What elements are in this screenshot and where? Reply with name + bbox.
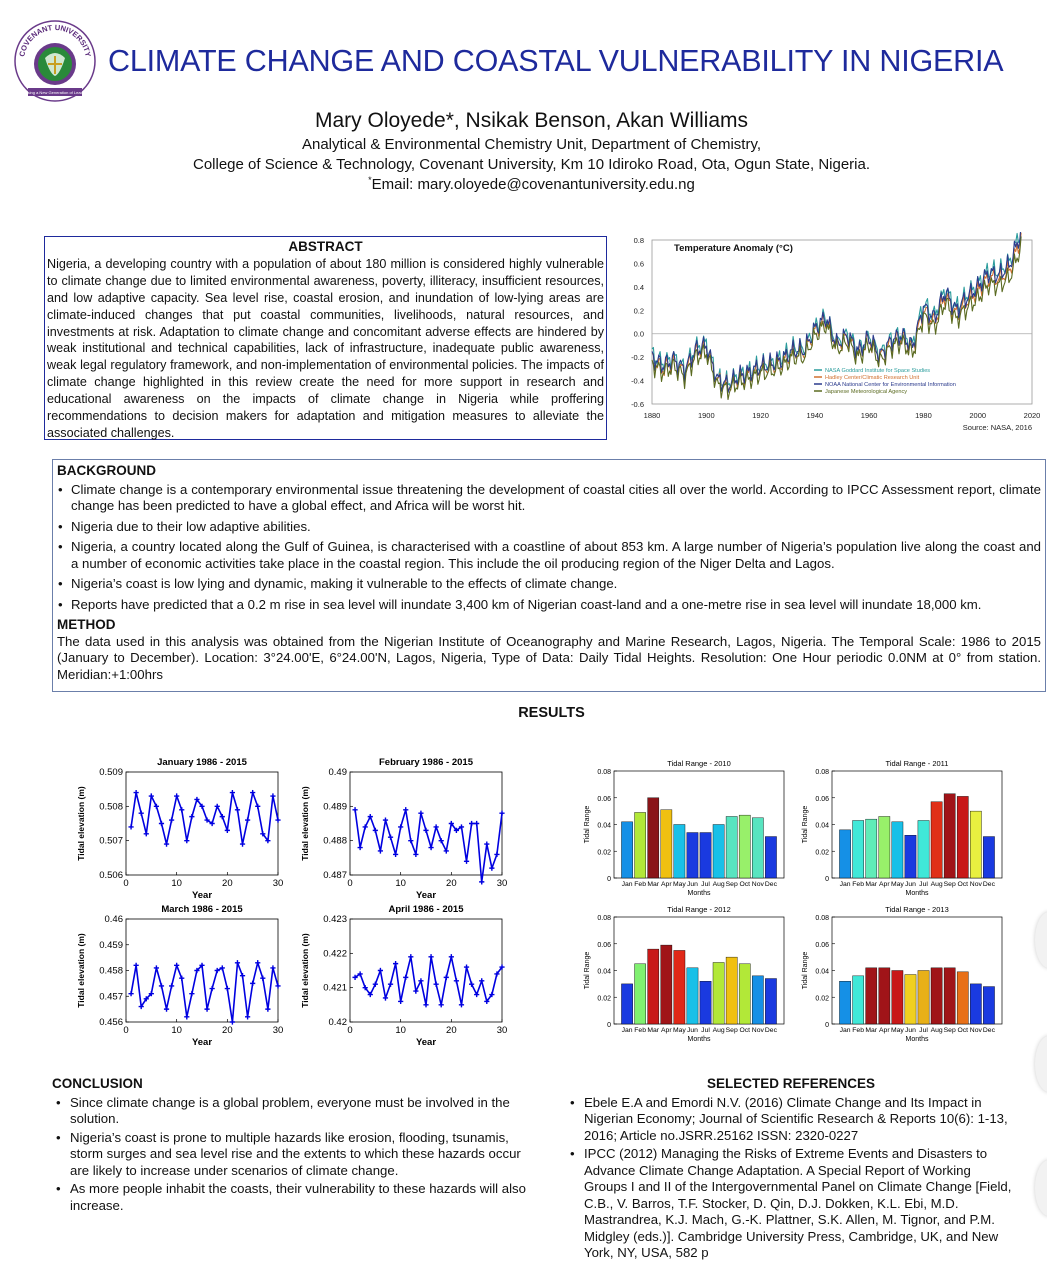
conclusion-item: • As more people inhabit the coasts, their vulnerability to these hazards will also increase. bbox=[70, 1181, 542, 1214]
y-tick-label: 0.04 bbox=[597, 968, 611, 976]
bar bbox=[713, 825, 724, 879]
y-tick-label: 0.487 bbox=[323, 870, 347, 881]
x-tick-label: 20 bbox=[446, 1025, 457, 1036]
y-tick-label: 0 bbox=[607, 876, 611, 883]
x-tick-label: Dec bbox=[764, 881, 777, 888]
x-tick-label: May bbox=[890, 1027, 904, 1034]
y-tick-label: 0.489 bbox=[323, 801, 347, 813]
x-tick-label: Mar bbox=[647, 1027, 660, 1034]
y-tick-label: 0.42 bbox=[328, 1017, 347, 1028]
april-tidal-chart bbox=[292, 899, 514, 1051]
authors: Mary Oloyede*, Nsikak Benson, Akan Williams bbox=[315, 109, 748, 132]
chart-title: Tidal Range - 2011 bbox=[885, 759, 949, 768]
abstract-box bbox=[44, 236, 607, 440]
bar bbox=[866, 819, 877, 878]
x-tick-label: Oct bbox=[739, 1027, 751, 1034]
bar bbox=[752, 976, 763, 1024]
march-tidal-chart bbox=[68, 899, 290, 1051]
x-tick-label: Jun bbox=[686, 1027, 698, 1034]
conclusion-list bbox=[52, 1095, 542, 1215]
y-tick-label: 0.02 bbox=[815, 995, 829, 1003]
x-tick-label: Nov bbox=[751, 881, 764, 888]
bar bbox=[621, 984, 632, 1024]
y-tick-label: 0.04 bbox=[815, 822, 829, 830]
abstract-text: Nigeria, a developing country with a population of about 180 million is considered highly vulnerable to climate change due to limited environmental awareness, poverty, illiteracy, insufficient resources, and low adaptive capacity. Sea level rise, coastal erosion, and inundation of low-lying areas are climate-induced changes that put coastal communities, livelihoods, natural resources, and investments at risk. Adaptation to climate change and concomitant adverse effects are hindered by weak institutional and technical capabilities, lack of infrastructure, inadequate public awareness, weak legal regulatory framework, and non-implementation of environmental policies. The impacts of climate change highlighted in this review create the need for more support in research and educational awareness on the impacts of climate change in Nigeria while proffering recommendations to decision makers for adaptation and mitigation measures to alleviate the associated challenges. bbox=[47, 256, 604, 440]
x-tick-label: 1920 bbox=[752, 411, 769, 420]
chart-title: March 1986 - 2015 bbox=[161, 904, 243, 915]
email-line bbox=[0, 175, 1047, 193]
x-tick-label: 20 bbox=[446, 878, 457, 889]
y-tick-label: 0 bbox=[825, 1022, 829, 1029]
y-tick-label: 0.6 bbox=[633, 259, 644, 269]
x-tick-label: Jun bbox=[904, 881, 916, 888]
bar bbox=[674, 825, 685, 879]
bar bbox=[892, 822, 903, 878]
x-tick-label: Sep bbox=[725, 881, 738, 888]
bar bbox=[765, 837, 776, 878]
x-axis-label: Months bbox=[905, 1036, 929, 1043]
y-axis-label: Tidal elevation (m) bbox=[300, 933, 310, 1008]
abstract-heading: ABSTRACT bbox=[288, 239, 363, 254]
y-axis-label: Tidal Range bbox=[584, 951, 591, 990]
y-tick-label: 0.2 bbox=[633, 306, 644, 316]
x-tick-label: Nov bbox=[969, 881, 982, 888]
bar bbox=[957, 972, 968, 1024]
y-tick-label: 0.0 bbox=[633, 329, 644, 339]
bar bbox=[839, 981, 850, 1024]
chart-title: Tidal Range - 2010 bbox=[667, 759, 731, 768]
bar bbox=[892, 971, 903, 1025]
conclusion-heading: CONCLUSION bbox=[52, 1076, 143, 1091]
conclusion-item: • Nigeria’s coast is prone to multiple hazards like erosion, flooding, tsunamis, storm surges and sea level rise and the extents to which these hazards occur are likely to increase under scenarios of climate change. bbox=[70, 1130, 542, 1180]
x-tick-label: Jun bbox=[904, 1027, 916, 1034]
y-tick-label: 0.02 bbox=[597, 995, 611, 1003]
references-section bbox=[566, 1076, 1016, 1264]
x-tick-label: 20 bbox=[222, 878, 233, 889]
poster-title: CLIMATE CHANGE AND COASTAL VULNERABILITY IN NIGERIA bbox=[108, 44, 1004, 78]
reference-item: • IPCC (2012) Managing the Risks of Extreme Events and Disasters to Advance Climate Change Adaptation. A Special Report of Working Groups I and II of the Intergovernmental Panel on Climate Change [Field, C.B., V. Barros, T.F. Stocker, D. Qin, D.J. Dokken, K.L. Ebi, M.D. Mastrandrea, K.J. Mach, G.-K. Plattner, S.K. Allen, M. Tignor, and P.M. Midgley (eds.)]. Cambridge University Press, Cambridge, UK, and New York, NY, USA, 582 p bbox=[584, 1146, 1016, 1262]
x-tick-label: Oct bbox=[739, 881, 751, 888]
bar bbox=[739, 964, 750, 1024]
bar bbox=[905, 835, 916, 878]
bar bbox=[853, 820, 864, 878]
x-axis-label: Year bbox=[415, 1037, 437, 1048]
bar bbox=[918, 820, 929, 878]
chart-title: Tidal Range - 2013 bbox=[885, 905, 949, 914]
y-tick-label: 0.49 bbox=[328, 767, 347, 778]
bar bbox=[687, 968, 698, 1024]
x-tick-label: May bbox=[890, 881, 904, 888]
results-heading: RESULTS bbox=[518, 705, 585, 721]
y-axis-label: Tidal elevation (m) bbox=[76, 933, 86, 1008]
legend-label: Japanese Meteorological Agency bbox=[825, 389, 908, 395]
y-tick-label: 0.08 bbox=[597, 915, 611, 922]
y-tick-label: 0.488 bbox=[323, 835, 347, 847]
bar bbox=[739, 815, 750, 878]
x-tick-label: 1940 bbox=[806, 411, 824, 420]
bar bbox=[621, 822, 632, 878]
tidal-range-2011-chart bbox=[796, 756, 1008, 902]
bar bbox=[957, 796, 968, 878]
bar bbox=[853, 976, 864, 1024]
x-tick-label: 10 bbox=[395, 1025, 406, 1036]
x-tick-label: 30 bbox=[272, 878, 284, 889]
background-method-box bbox=[52, 459, 1046, 692]
data-point bbox=[479, 879, 484, 884]
x-tick-label: Jan bbox=[621, 1027, 633, 1034]
university-logo bbox=[12, 18, 98, 104]
bar bbox=[944, 794, 955, 878]
y-tick-label: 0.04 bbox=[815, 968, 829, 976]
email: Email: mary.oloyede@covenantuniversity.edu.ng bbox=[371, 176, 695, 193]
y-tick-label: 0.421 bbox=[323, 982, 347, 994]
x-tick-label: 10 bbox=[395, 878, 406, 889]
y-axis-label: Tidal Range bbox=[802, 951, 809, 990]
bar bbox=[931, 802, 942, 878]
y-tick-label: 0.457 bbox=[99, 991, 123, 1003]
plot-area bbox=[126, 772, 278, 875]
y-tick-label: 0.04 bbox=[597, 822, 611, 830]
x-tick-label: 1980 bbox=[915, 411, 932, 420]
references-list bbox=[566, 1095, 1016, 1262]
x-tick-label: 0 bbox=[123, 1025, 129, 1036]
y-tick-label: 0.06 bbox=[597, 941, 611, 949]
x-tick-label: 30 bbox=[272, 1025, 284, 1036]
x-tick-label: Aug bbox=[712, 1027, 725, 1034]
x-tick-label: Feb bbox=[852, 881, 865, 888]
bar bbox=[713, 962, 724, 1024]
x-tick-label: 2020 bbox=[1023, 411, 1041, 420]
y-tick-label: 0.08 bbox=[815, 769, 829, 776]
x-tick-label: Apr bbox=[661, 881, 672, 888]
x-tick-label: May bbox=[672, 881, 686, 888]
x-tick-label: 1880 bbox=[643, 411, 661, 420]
x-tick-label: Jul bbox=[919, 1027, 928, 1034]
bar bbox=[700, 833, 711, 878]
bar bbox=[648, 949, 659, 1024]
bar bbox=[661, 945, 672, 1024]
edge-decoration bbox=[1035, 912, 1047, 968]
references-heading: SELECTED REFERENCES bbox=[706, 1076, 876, 1091]
y-tick-label: 0.422 bbox=[323, 948, 347, 960]
logo-motto: Raising a New Generation of Leaders bbox=[21, 90, 89, 95]
bar bbox=[635, 964, 646, 1024]
x-tick-label: Sep bbox=[725, 1027, 738, 1034]
bar bbox=[726, 957, 737, 1024]
x-tick-label: Oct bbox=[957, 1027, 969, 1034]
conclusion-section bbox=[52, 1076, 542, 1216]
y-tick-label: 0.456 bbox=[99, 1017, 123, 1028]
background-item: • Nigeria, a country located along the Gulf of Guinea, is characterised with a coastline of about 853 km. A large number of Nigeria’s population live along the coast and a number of economic activities take place in the coastal region. This include the oil producing region of the Niger Delta and Lagos. bbox=[71, 539, 1041, 572]
bar bbox=[648, 798, 659, 878]
x-tick-label: Aug bbox=[712, 881, 725, 888]
x-tick-label: 2000 bbox=[969, 411, 987, 420]
temperature-anomaly-chart bbox=[612, 232, 1042, 442]
tidal-range-2013-chart bbox=[796, 902, 1008, 1048]
bar bbox=[970, 811, 981, 878]
x-tick-label: May bbox=[672, 1027, 686, 1034]
edge-decoration bbox=[1035, 1036, 1047, 1092]
y-tick-label: 0.4 bbox=[633, 282, 644, 292]
bar bbox=[726, 816, 737, 878]
tidal-range-2010-chart bbox=[578, 756, 790, 902]
y-tick-label: 0.459 bbox=[99, 939, 123, 951]
chart-title: Temperature Anomaly (°C) bbox=[674, 243, 793, 254]
x-tick-label: 0 bbox=[347, 1025, 353, 1036]
x-tick-label: Aug bbox=[930, 1027, 943, 1034]
bar bbox=[765, 979, 776, 1024]
x-tick-label: 30 bbox=[496, 878, 508, 889]
x-tick-label: 0 bbox=[123, 878, 129, 889]
january-tidal-chart bbox=[68, 752, 290, 902]
bar bbox=[752, 818, 763, 878]
x-tick-label: Aug bbox=[930, 881, 943, 888]
reference-item: • Ebele E.A and Emordi N.V. (2016) Climate Change and Its Impact in Nigerian Economy; Journal of Scientific Research & Reports 10(6): 1-13, 2016; Article no.JSRR.25162 ISSN: 2320-0227 bbox=[584, 1095, 1016, 1145]
legend-label: NOAA National Center for Environmental Information bbox=[825, 382, 956, 388]
x-tick-label: Jul bbox=[919, 881, 928, 888]
bar bbox=[918, 971, 929, 1025]
bar bbox=[687, 833, 698, 878]
x-tick-label: 0 bbox=[347, 878, 353, 889]
y-tick-label: 0.8 bbox=[633, 236, 644, 245]
y-tick-label: 0.08 bbox=[815, 915, 829, 922]
x-tick-label: Mar bbox=[865, 1027, 878, 1034]
bar bbox=[839, 830, 850, 878]
y-tick-label: 0.06 bbox=[815, 941, 829, 949]
y-tick-label: -0.4 bbox=[631, 376, 644, 386]
chart-source: Source: NASA, 2016 bbox=[962, 423, 1032, 432]
x-tick-label: Apr bbox=[879, 1027, 890, 1034]
bar bbox=[866, 968, 877, 1024]
y-tick-label: 0.02 bbox=[815, 849, 829, 857]
background-item: • Nigeria’s coast is low lying and dynamic, making it vulnerable to the effects of climate change. bbox=[71, 576, 1041, 593]
bar bbox=[931, 968, 942, 1024]
x-tick-label: Jan bbox=[621, 881, 633, 888]
x-tick-label: Nov bbox=[969, 1027, 982, 1034]
x-tick-label: Jan bbox=[839, 1027, 851, 1034]
background-item: • Climate change is a contemporary environmental issue threatening the development of coastal cities all over the world. According to IPCC Assessment report, climate change has been predicted to have a global effect, and Africa will be worst hit. bbox=[71, 482, 1041, 515]
x-tick-label: Feb bbox=[634, 1027, 647, 1034]
y-tick-label: -0.6 bbox=[631, 400, 644, 409]
x-tick-label: 10 bbox=[171, 1025, 182, 1036]
y-tick-label: 0.02 bbox=[597, 849, 611, 857]
edge-decoration bbox=[1035, 1160, 1047, 1216]
x-tick-label: Mar bbox=[647, 881, 660, 888]
x-axis-label: Year bbox=[191, 1037, 213, 1048]
x-tick-label: Dec bbox=[764, 1027, 777, 1034]
y-tick-label: 0 bbox=[607, 1022, 611, 1029]
y-tick-label: 0.506 bbox=[99, 870, 123, 881]
bar bbox=[970, 984, 981, 1024]
background-item: • Reports have predicted that a 0.2 m rise in sea level will inundate 3,400 km of Nigerian coast-land and a one-metre rise in sea level will inundate 18,000 km. bbox=[71, 597, 1041, 614]
x-tick-label: Jul bbox=[701, 881, 710, 888]
x-tick-label: 20 bbox=[222, 1025, 233, 1036]
method-text: The data used in this analysis was obtained from the Nigerian Institute of Oceanography and Marine Research, Lagos, Nigeria. The Temporal Scale: 1986 to 2015 (January to December). Location: 3°24.00'E, 6°24.00'N, Lagos, Nigeria, Type of Data: Daily Tidal Heights. Resolution: One Hour periodic 0.0NM at 0° from station. Meridian:+1:00hrs bbox=[57, 633, 1041, 682]
x-axis-label: Months bbox=[687, 1036, 711, 1043]
legend-label: NASA Goddard Institute for Space Studies bbox=[825, 368, 931, 374]
bar bbox=[661, 810, 672, 878]
x-tick-label: Apr bbox=[879, 881, 890, 888]
february-tidal-chart bbox=[292, 752, 514, 902]
y-axis-label: Tidal elevation (m) bbox=[76, 786, 86, 861]
y-axis-label: Tidal elevation (m) bbox=[300, 786, 310, 861]
chart-title: Tidal Range - 2012 bbox=[667, 905, 731, 914]
x-tick-label: Sep bbox=[943, 881, 956, 888]
x-axis-label: Months bbox=[687, 890, 711, 897]
x-axis-label: Months bbox=[905, 890, 929, 897]
x-tick-label: Apr bbox=[661, 1027, 672, 1034]
y-tick-label: 0.508 bbox=[99, 801, 123, 813]
x-tick-label: Jan bbox=[839, 881, 851, 888]
x-tick-label: Mar bbox=[865, 881, 878, 888]
chart-title: January 1986 - 2015 bbox=[157, 757, 247, 768]
y-tick-label: 0.06 bbox=[815, 795, 829, 803]
y-tick-label: 0.46 bbox=[104, 914, 123, 925]
x-tick-label: Jul bbox=[701, 1027, 710, 1034]
y-axis-label: Tidal Range bbox=[802, 805, 809, 844]
affiliation-line-2: College of Science & Technology, Covenant University, Km 10 Idiroko Road, Ota, Ogun State, Nigeria. bbox=[192, 156, 871, 173]
x-tick-label: Dec bbox=[982, 1027, 995, 1034]
bar bbox=[983, 987, 994, 1024]
y-axis-label: Tidal Range bbox=[584, 805, 591, 844]
bar bbox=[905, 975, 916, 1024]
y-tick-label: 0.458 bbox=[99, 965, 123, 977]
x-tick-label: Sep bbox=[943, 1027, 956, 1034]
bar bbox=[879, 968, 890, 1024]
x-tick-label: 1960 bbox=[860, 411, 878, 420]
x-tick-label: Dec bbox=[982, 881, 995, 888]
background-item: • Nigeria due to their low adaptive abilities. bbox=[71, 519, 1041, 536]
y-tick-label: -0.2 bbox=[631, 353, 644, 363]
legend-label: Hadley Center/Climatic Research Unit bbox=[825, 375, 920, 381]
y-tick-label: 0 bbox=[825, 876, 829, 883]
x-axis-label: Year bbox=[191, 890, 213, 901]
x-tick-label: Nov bbox=[751, 1027, 764, 1034]
bar bbox=[700, 981, 711, 1024]
bar bbox=[674, 950, 685, 1024]
background-heading: BACKGROUND bbox=[57, 463, 156, 478]
affiliation-line-1: Analytical & Environmental Chemistry Unit, Department of Chemistry, bbox=[301, 136, 762, 153]
bar bbox=[944, 968, 955, 1024]
chart-title: February 1986 - 2015 bbox=[378, 757, 474, 768]
background-list bbox=[57, 482, 1041, 614]
x-tick-label: 1900 bbox=[697, 411, 715, 420]
x-axis-label: Year bbox=[415, 890, 437, 901]
x-tick-label: Feb bbox=[634, 881, 647, 888]
tidal-range-2012-chart bbox=[578, 902, 790, 1048]
email-mark: * bbox=[368, 175, 372, 185]
bar bbox=[879, 816, 890, 878]
y-tick-label: 0.06 bbox=[597, 795, 611, 803]
y-tick-label: 0.423 bbox=[323, 914, 347, 925]
y-tick-label: 0.509 bbox=[99, 767, 123, 778]
y-tick-label: 0.507 bbox=[99, 835, 123, 847]
logo-text: COVENANT UNIVERSITY bbox=[17, 22, 93, 58]
method-heading: METHOD bbox=[57, 617, 116, 632]
x-tick-label: Oct bbox=[957, 881, 969, 888]
x-tick-label: 30 bbox=[496, 1025, 508, 1036]
x-tick-label: Jun bbox=[686, 881, 698, 888]
x-tick-label: 10 bbox=[171, 878, 182, 889]
x-tick-label: Feb bbox=[852, 1027, 865, 1034]
bar bbox=[635, 812, 646, 878]
bar bbox=[983, 837, 994, 878]
y-tick-label: 0.08 bbox=[597, 769, 611, 776]
chart-title: April 1986 - 2015 bbox=[388, 904, 464, 915]
conclusion-item: • Since climate change is a global problem, everyone must be involved in the solution. bbox=[70, 1095, 542, 1128]
